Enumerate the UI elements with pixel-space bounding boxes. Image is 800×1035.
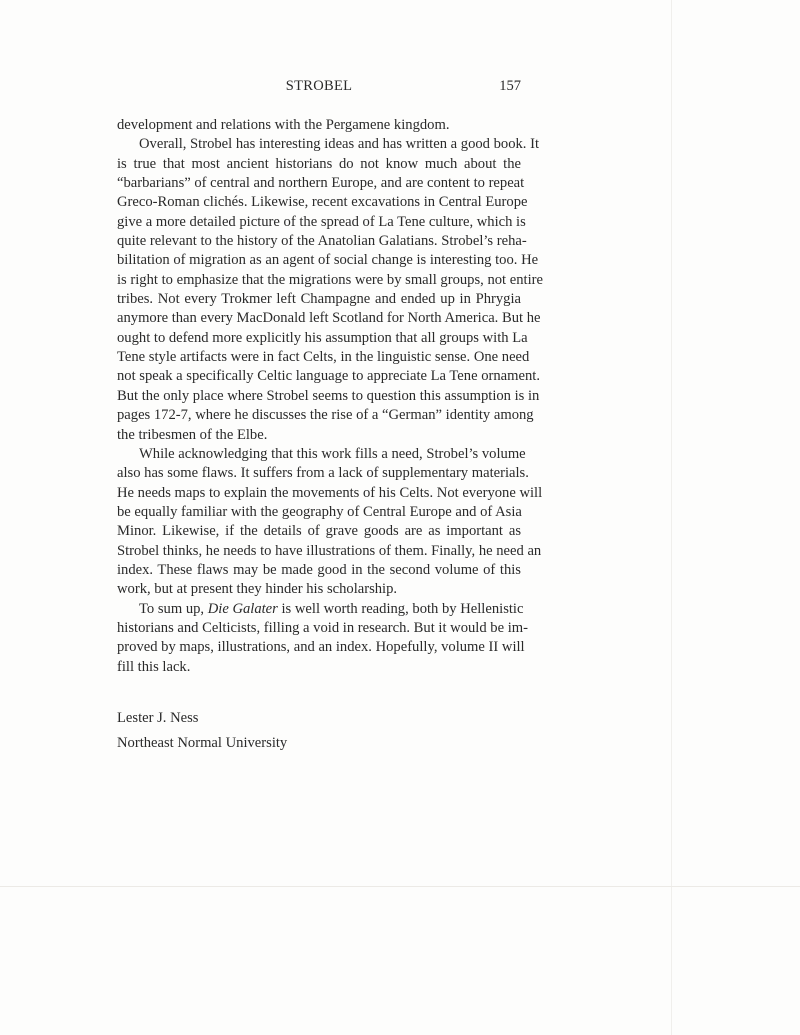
text-line: He needs maps to explain the movements of his Celts. Not everyone will xyxy=(117,484,543,501)
text-line: “barbarians” of central and northern Europe, and are content to repeat xyxy=(117,175,525,192)
text-line: historians and Celticists, filling a void in research. But it would be im- xyxy=(117,619,528,636)
text-line: quite relevant to the history of the Anatolian Galatians. Strobel’s reha- xyxy=(117,233,527,250)
text-line: pages 172-7, where he discusses the rise of a “German” identity among xyxy=(117,407,534,424)
author-affiliation: Northeast Normal University xyxy=(117,734,288,751)
text-line: While acknowledging that this work fills a need, Strobel’s volume xyxy=(139,445,526,462)
text-line: bilitation of migration as an agent of social change is interesting too. He xyxy=(117,252,539,269)
text-line: To sum up, Die Galater is well worth reading, both by Hellenistic xyxy=(139,600,524,617)
text-line: give a more detailed picture of the spread of La Tene culture, which is xyxy=(117,213,526,230)
page-number: 157 xyxy=(499,78,521,94)
text-line: index. These flaws may be made good in the second volume of this xyxy=(117,561,521,578)
text-line: not speak a specifically Celtic language to appreciate La Tene ornament. xyxy=(117,368,540,385)
scan-fold-line xyxy=(0,886,800,887)
paragraph xyxy=(117,445,543,600)
paragraph xyxy=(117,600,528,677)
text-line: But the only place where Strobel seems to question this assumption is in xyxy=(117,387,540,404)
running-title: STROBEL xyxy=(285,78,353,94)
text-line: be equally familiar with the geography of Central Europe and of Asia xyxy=(117,503,522,520)
page-edge xyxy=(671,0,672,1035)
text-line: the tribesmen of the Elbe. xyxy=(117,426,268,443)
text-line: is true that most ancient historians do not know much about the xyxy=(117,155,521,172)
text-line: work, but at present they hinder his scholarship. xyxy=(117,581,398,598)
text-line: Overall, Strobel has interesting ideas and has written a good book. It xyxy=(139,136,540,153)
text-line: Strobel thinks, he needs to have illustrations of them. Finally, he need an xyxy=(117,542,542,559)
paragraph xyxy=(117,135,543,445)
text-line: anymore than every MacDonald left Scotland for North America. But he xyxy=(117,310,541,327)
text-line: also has some flaws. It suffers from a lack of supplementary materials. xyxy=(117,465,529,482)
page-header xyxy=(117,78,521,98)
review-body xyxy=(117,116,543,677)
text-line: is right to emphasize that the migrations were by small groups, not entire xyxy=(117,271,543,288)
text-line: development and relations with the Pergamene kingdom. xyxy=(117,117,450,133)
text-line: proved by maps, illustrations, and an index. Hopefully, volume II will xyxy=(117,639,525,656)
text-line: fill this lack. xyxy=(117,658,191,675)
text-line: ought to defend more explicitly his assumption that all groups with La xyxy=(117,329,528,346)
text-line: Minor. Likewise, if the details of grave goods are as important as xyxy=(117,523,521,540)
text-line: Greco-Roman clichés. Likewise, recent excavations in Central Europe xyxy=(117,194,528,211)
signature-block xyxy=(117,706,287,755)
text-line: Tene style artifacts were in fact Celts, in the linguistic sense. One need xyxy=(117,349,530,366)
author-name: Lester J. Ness xyxy=(117,710,199,726)
book-title: Die Galater xyxy=(207,600,278,617)
paragraph xyxy=(117,116,521,135)
text-line: tribes. Not every Trokmer left Champagne and ended up in Phrygia xyxy=(117,291,521,308)
